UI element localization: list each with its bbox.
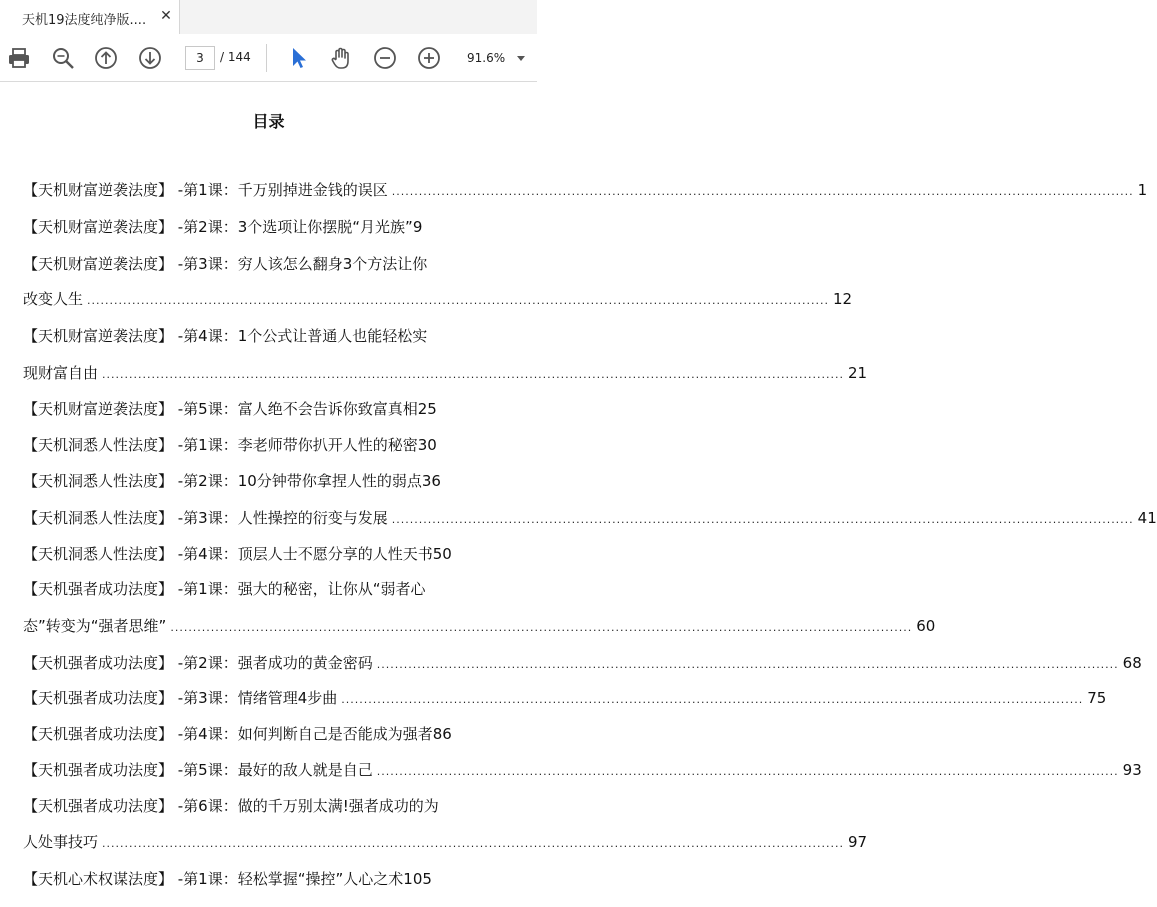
toc-page-number: 50: [432, 545, 452, 563]
toc-leader-dots: .....................................................................................................................................................................: [87, 294, 829, 307]
toc-page-number: 25: [417, 400, 437, 418]
zoom-out-magnifier-icon[interactable]: [50, 45, 76, 71]
toc-leader-dots: .....................................................................................................................................................................: [102, 837, 844, 850]
toc-page-number: 30: [417, 436, 437, 454]
toc-entry-text: 改变人生: [23, 290, 84, 308]
toc-entry[interactable]: [23, 686, 1107, 710]
toc-page-number: 36: [421, 472, 441, 490]
toc-entry[interactable]: [23, 252, 517, 276]
document-tab[interactable]: [0, 0, 180, 34]
toc-entry[interactable]: [23, 651, 1142, 675]
toc-page-number: 86: [432, 725, 452, 743]
page-total-label: / 144: [220, 50, 251, 64]
toc-entry[interactable]: [23, 794, 517, 818]
toc-entry-text: 【天机财富逆袭法度】 -第1课：千万别掉进金钱的误区: [23, 181, 388, 199]
toc-entry[interactable]: [23, 722, 517, 746]
toc-entry-text: 【天机洞悉人性法度】 -第1课：李老师带你扒开人性的秘密: [23, 436, 418, 454]
toc-entry-text: 【天机洞悉人性法度】 -第2课：10分钟带你拿捏人性的弱点: [23, 472, 422, 490]
toc-leader-dots: .....................................................................................................................................................................: [376, 658, 1119, 671]
close-tab-icon[interactable]: ✕: [160, 8, 172, 24]
toc-entry-continuation[interactable]: [23, 830, 868, 854]
toc-entry[interactable]: [23, 178, 1148, 202]
toc-leader-dots: .....................................................................................................................................................................: [341, 693, 1084, 706]
toc-entry[interactable]: [23, 215, 517, 239]
page-number-input[interactable]: [185, 46, 215, 70]
toc-entry-text: 【天机强者成功法度】 -第1课：强大的秘密，让你从“弱者心: [23, 580, 426, 598]
toc-page-number: 68: [1122, 654, 1142, 672]
tab-title: 天机19法度纯净版....: [22, 13, 147, 28]
toc-entry[interactable]: [23, 577, 517, 601]
toc-page-number: 12: [832, 290, 853, 308]
toc-leader-dots: .....................................................................................................................................................................: [376, 765, 1119, 778]
toc-leader-dots: .....................................................................................................................................................................: [170, 621, 913, 634]
toc-entry-text: 【天机心术权谋法度】 -第1课：轻松掌握“操控”人心之术: [23, 870, 404, 888]
toc-entry-text: 【天机强者成功法度】 -第3课：情绪管理4步曲: [23, 689, 338, 707]
toc-entry[interactable]: [23, 397, 517, 421]
page-up-icon[interactable]: [93, 45, 119, 71]
toc-entry-text: 【天机强者成功法度】 -第2课：强者成功的黄金密码: [23, 654, 373, 672]
toc-page-number: 9: [412, 218, 423, 236]
toc-entry-continuation[interactable]: [23, 287, 853, 311]
toc-entry-text: 【天机洞悉人性法度】 -第3课：人性操控的衍变与发展: [23, 509, 388, 527]
toc-entry-continuation[interactable]: [23, 614, 936, 638]
toc-entry-text: 【天机财富逆袭法度】 -第2课：3个选项让你摆脱“月光族”: [23, 218, 413, 236]
toc-page-number: 1: [1137, 181, 1148, 199]
toc-entry[interactable]: [23, 433, 517, 457]
toc-entry-text: 【天机财富逆袭法度】 -第3课：穷人该怎么翻身3个方法让你: [23, 255, 428, 273]
toc-entry[interactable]: [23, 469, 517, 493]
toc-entry-text: 【天机强者成功法度】 -第5课：最好的敌人就是自己: [23, 761, 373, 779]
toc-title: 目录: [252, 112, 285, 131]
toc-entry[interactable]: [23, 542, 517, 566]
toc-entry-text: 现财富自由: [23, 364, 99, 382]
toc-page-number: 75: [1087, 689, 1107, 707]
toc-entry-text: 【天机财富逆袭法度】 -第5课：富人绝不会告诉你致富真相: [23, 400, 418, 418]
document-page: [0, 82, 1157, 907]
hand-tool-icon[interactable]: [328, 45, 354, 71]
toc-entry-text: 【天机洞悉人性法度】 -第4课：顶层人士不愿分享的人性天书: [23, 545, 433, 563]
toc-entry-text: 【天机强者成功法度】 -第4课：如何判断自己是否能成为强者: [23, 725, 433, 743]
chevron-down-icon: [517, 56, 525, 61]
toc-page-number: 60: [916, 617, 936, 635]
toc-entry-text: 【天机财富逆袭法度】 -第4课：1个公式让普通人也能轻松实: [23, 327, 428, 345]
toc-leader-dots: .....................................................................................................................................................................: [391, 185, 1134, 198]
page-down-icon[interactable]: [137, 45, 163, 71]
toolbar: [0, 34, 537, 82]
toc-page-number: 41: [1137, 509, 1157, 527]
zoom-plus-icon[interactable]: [416, 45, 442, 71]
toc-leader-dots: .....................................................................................................................................................................: [391, 513, 1134, 526]
zoom-level-value: 91.6%: [467, 51, 506, 65]
toc-entry-text: 【天机强者成功法度】 -第6课：做的千万别太满!强者成功的为: [23, 797, 439, 815]
toc-entry[interactable]: [23, 506, 1157, 530]
toc-entry[interactable]: [23, 867, 517, 891]
toc-entry-continuation[interactable]: [23, 361, 868, 385]
toc-page-number: 97: [847, 833, 868, 851]
toc-entry[interactable]: [23, 758, 1142, 782]
zoom-level-dropdown[interactable]: [460, 46, 532, 70]
toc-leader-dots: .....................................................................................................................................................................: [102, 368, 844, 381]
toolbar-divider: [266, 44, 267, 72]
print-icon[interactable]: [6, 45, 32, 71]
tab-strip: [0, 0, 537, 34]
toc-entry-text: 态”转变为“强者思维”: [23, 617, 167, 635]
zoom-minus-icon[interactable]: [372, 45, 398, 71]
toc-page-number: 93: [1122, 761, 1142, 779]
select-cursor-icon[interactable]: [285, 45, 311, 71]
toc-page-number: 21: [847, 364, 868, 382]
toc-page-number: 105: [403, 870, 432, 888]
toc-entry-text: 人处事技巧: [23, 833, 99, 851]
toc-entry[interactable]: [23, 324, 517, 348]
